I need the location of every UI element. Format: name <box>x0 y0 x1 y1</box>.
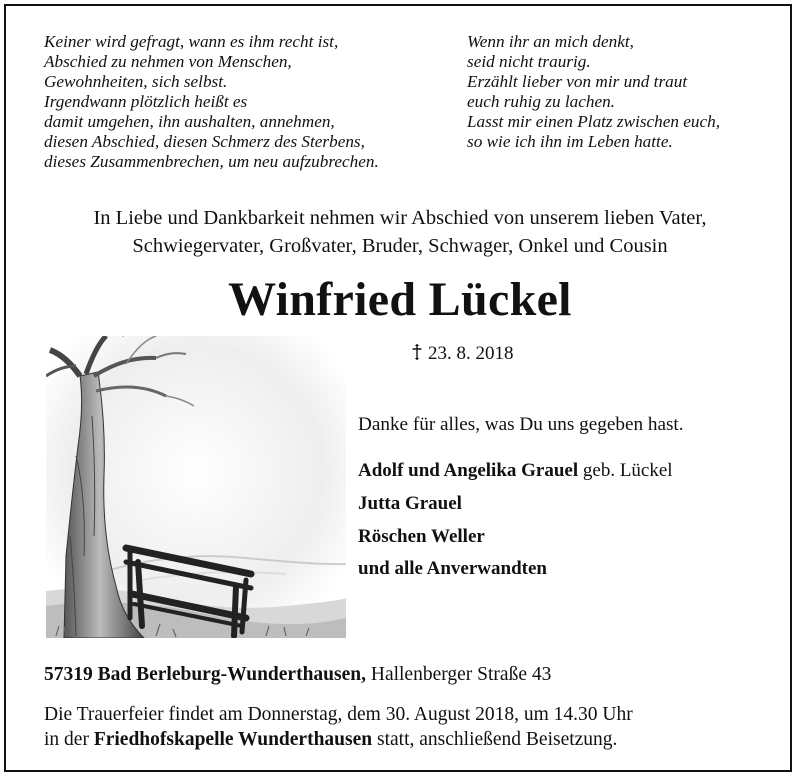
family-line-3: Röschen Weller <box>358 526 485 547</box>
thanks-line: Danke für alles, was Du uns gegeben hast. <box>358 414 684 435</box>
intro-text <box>0 204 800 260</box>
service-location: Friedhofskapelle Wunderthausen <box>93 729 373 750</box>
address-city: 57319 Bad Berleburg-Wunderthausen, <box>44 664 366 685</box>
deceased-name: Winfried Lückel <box>228 273 572 326</box>
family-line-4: und alle Anverwandten <box>358 558 547 579</box>
service-line-1: Die Trauerfeier findet am Donnerstag, dem 30. August 2018, um 14.30 Uhr <box>44 704 633 725</box>
service-info <box>44 702 633 752</box>
intro-line-1: In Liebe und Dankbarkeit nehmen wir Abschied von unserem lieben Vater, <box>93 207 707 229</box>
poem-right: Wenn ihr an mich denkt, seid nicht traurig. Erzählt lieber von mir und traut euch ruhig zu lachen. Lasst mir einen Platz zwischen euch, so wie ich ihn im Leben hatte. <box>467 32 721 151</box>
family-line-2: Jutta Grauel <box>358 493 462 514</box>
death-date: 23. 8. 2018 <box>428 343 514 364</box>
service-line-2-post: statt, anschließend Beisetzung. <box>377 729 618 750</box>
intro-line-2: Schwiegervater, Großvater, Bruder, Schwager, Onkel und Cousin <box>132 235 668 257</box>
family-line-1-names: Adolf und Angelika Grauel <box>358 460 579 481</box>
address <box>44 664 551 686</box>
address-street: Hallenberger Straße 43 <box>370 664 552 685</box>
service-line-2-pre: in der <box>44 729 89 750</box>
death-date-group <box>411 343 514 365</box>
tree-bench-illustration <box>46 336 346 638</box>
poem-left: Keiner wird gefragt, wann es ihm recht ist, Abschied zu nehmen von Menschen, Gewohnheiten, sich selbst. Irgendwann plötzlich heißt es damit umgehen, ihn aushalten, annehmen, diesen Abschied, diesen Schmerz des Sterbens, dieses Zusammenbrechen, um neu aufzubrechen. <box>44 32 379 171</box>
family-line-1 <box>358 460 673 482</box>
service-line-2 <box>44 727 633 752</box>
family-line-1-maiden: geb. Lückel <box>582 460 673 481</box>
cross-icon <box>411 344 423 359</box>
